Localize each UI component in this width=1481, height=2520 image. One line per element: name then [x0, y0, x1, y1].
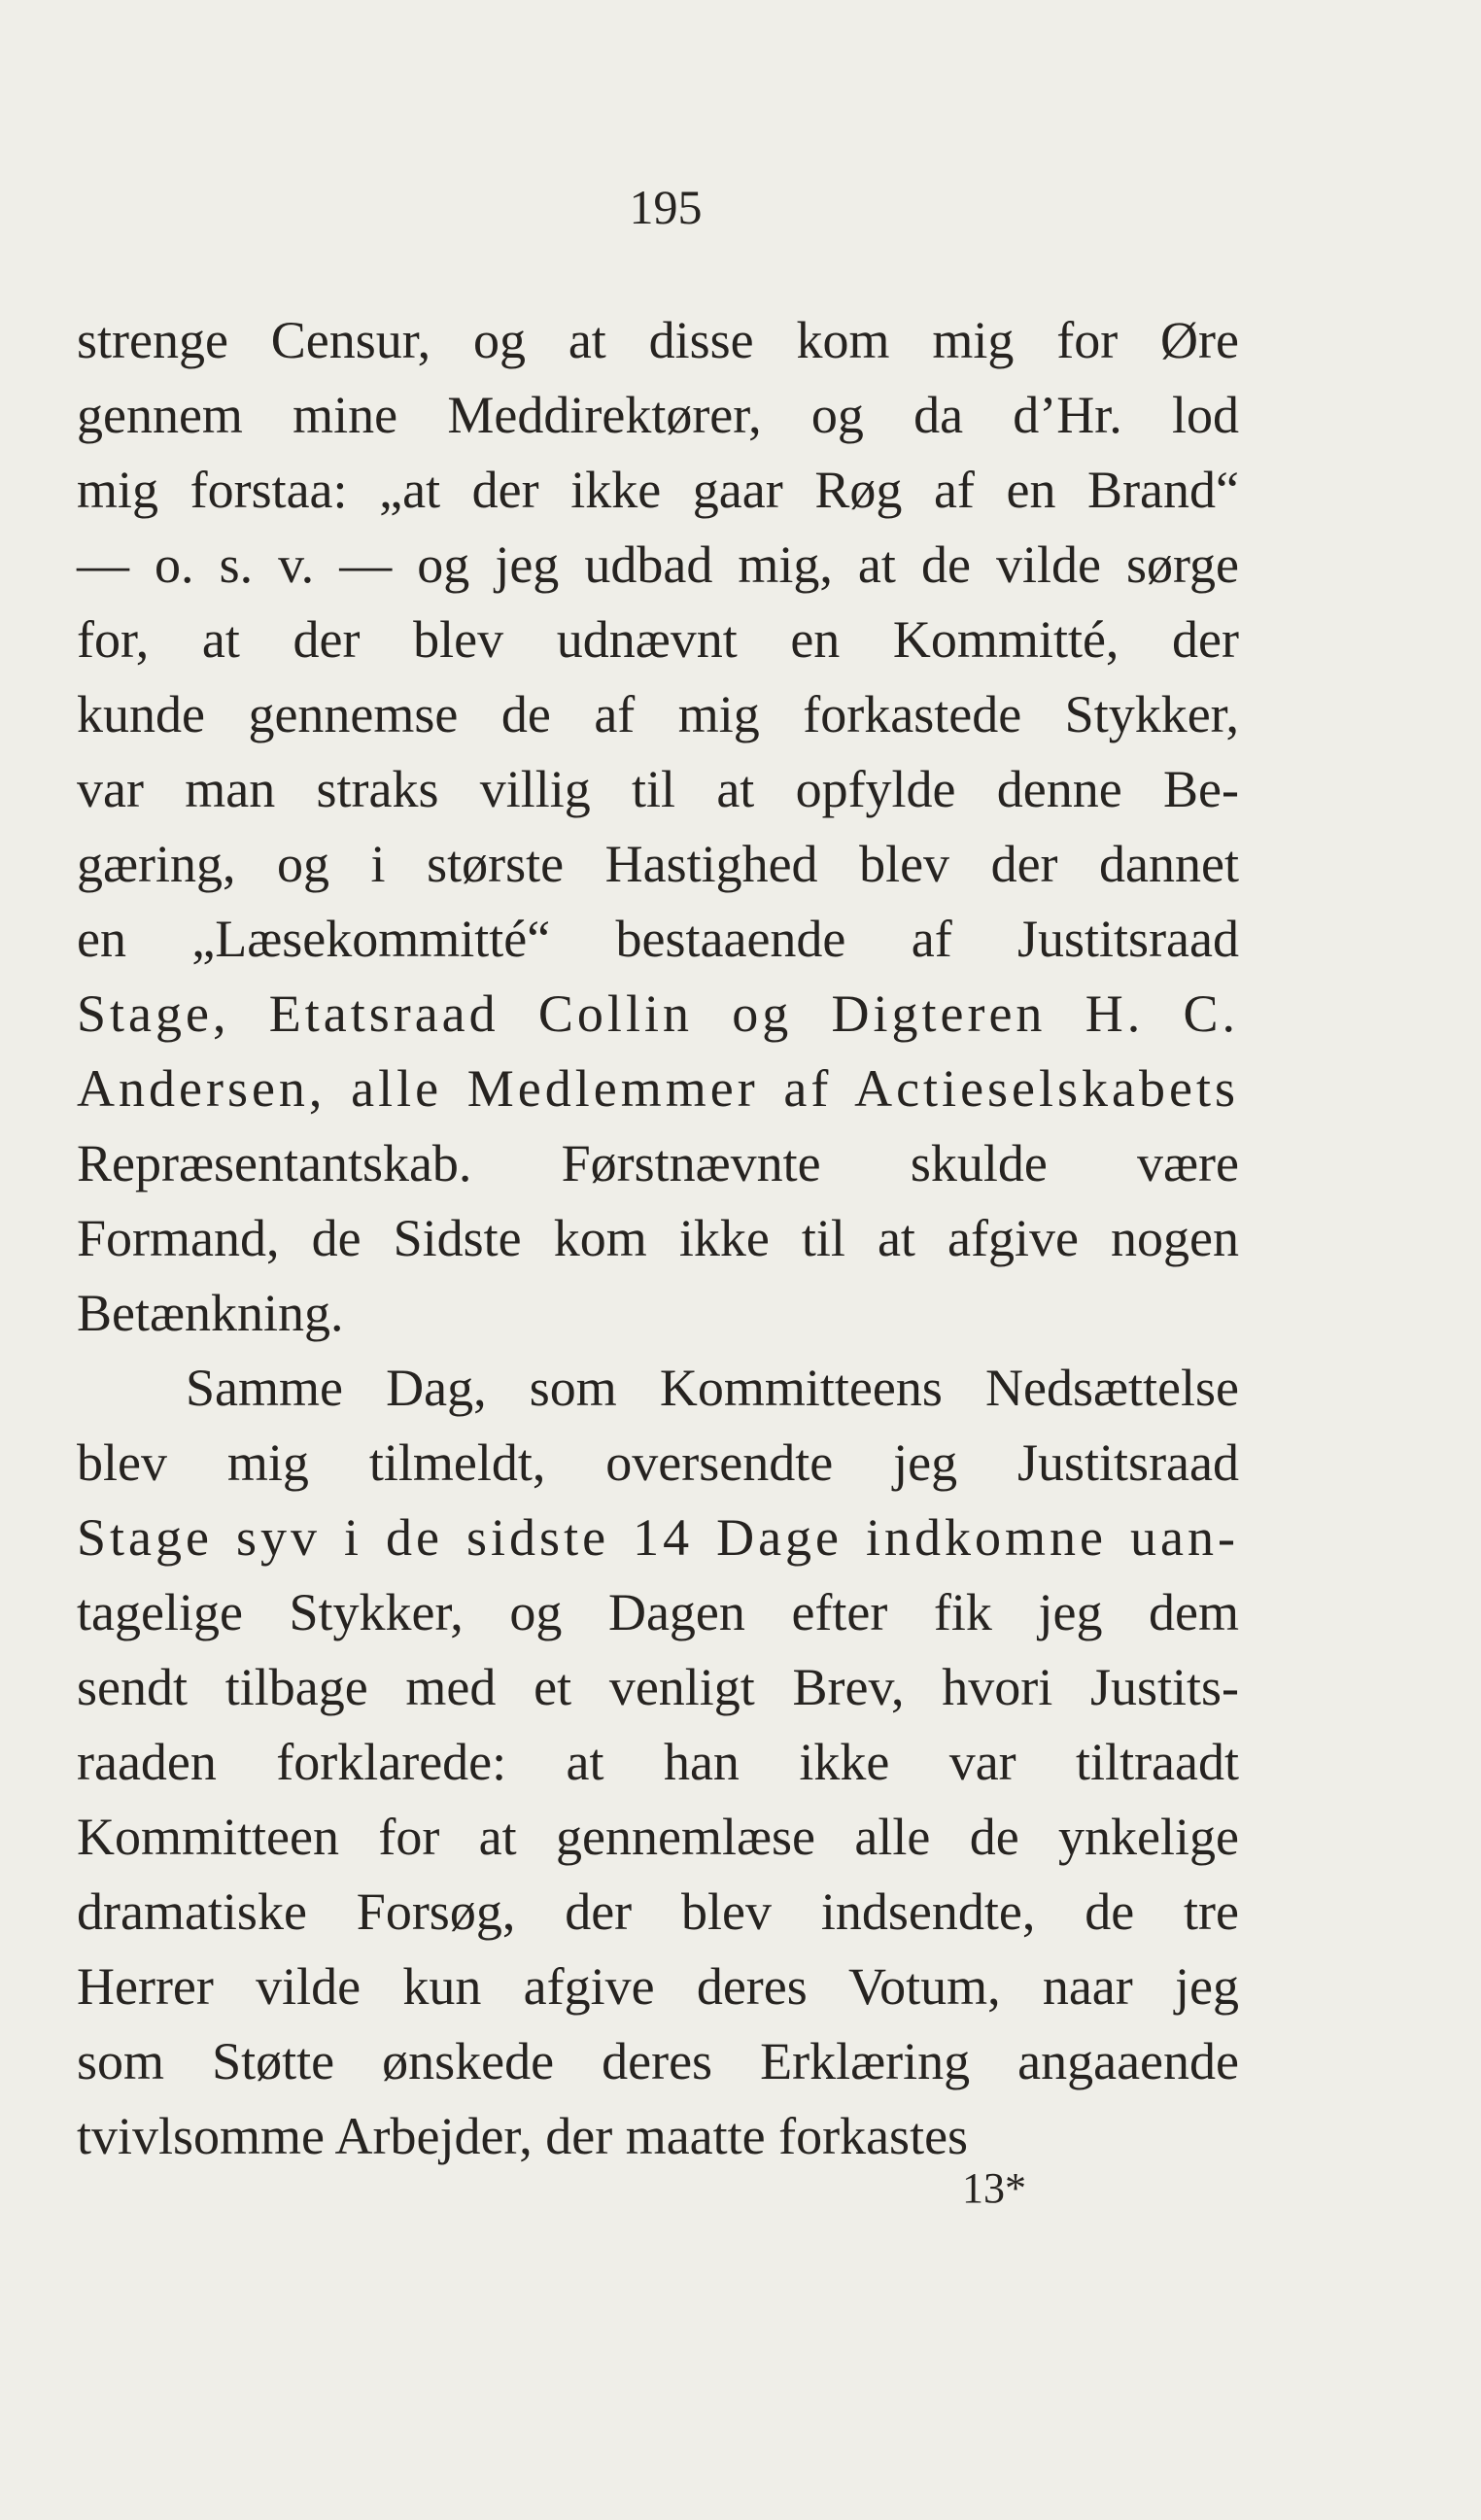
- text-line: sendt tilbage med et venligt Brev, hvori Justits-: [77, 1658, 1239, 1716]
- text-line: Stage, Etatsraad Collin og Digteren H. C.: [77, 984, 1239, 1043]
- paragraph-first-line: Samme Dag, som Kommitteens Nedsættelse: [186, 1359, 1239, 1417]
- text-line: Herrer vilde kun afgive deres Votum, naar jeg: [77, 1957, 1239, 2016]
- text-line: en „Læsekommitté“ bestaaende af Justitsraad: [77, 910, 1239, 968]
- text-line: tagelige Stykker, og Dagen efter fik jeg dem: [77, 1583, 1239, 1641]
- text-line: mig forstaa: „at der ikke gaar Røg af en Brand“: [77, 461, 1239, 519]
- text-line: Stage syv i de sidste 14 Dage indkomne uan-: [77, 1508, 1239, 1567]
- signature-mark: 13*: [962, 2164, 1026, 2212]
- text-line: Formand, de Sidste kom ikke til at afgive nogen: [77, 1209, 1239, 1267]
- text-line: raaden forklarede: at han ikke var tiltraadt: [77, 1733, 1239, 1791]
- text-line: strenge Censur, og at disse kom mig for Øre: [77, 311, 1239, 369]
- text-line: dramatiske Forsøg, der blev indsendte, de tre: [77, 1882, 1239, 1941]
- text-line: kunde gennemse de af mig forkastede Stykker,: [77, 685, 1239, 743]
- text-line: for, at der blev udnævnt en Kommitté, der: [77, 610, 1239, 669]
- body-text: [77, 303, 1239, 2174]
- page-number: 195: [629, 180, 703, 234]
- text-line: som Støtte ønskede deres Erklæring angaaende: [77, 2032, 1239, 2090]
- text-line: gennem mine Meddirektører, og da d’Hr. lod: [77, 386, 1239, 444]
- text-line: blev mig tilmeldt, oversendte jeg Justitsraad: [77, 1433, 1239, 1492]
- text-line: Andersen, alle Medlemmer af Actieselskabets: [77, 1059, 1239, 1118]
- text-line: var man straks villig til at opfylde denne Be-: [77, 760, 1239, 818]
- text-line: gæring, og i største Hastighed blev der dannet: [77, 835, 1239, 893]
- text-line: Repræsentantskab. Førstnævnte skulde være: [77, 1134, 1239, 1192]
- text-line: — o. s. v. — og jeg udbad mig, at de vilde sørge: [77, 535, 1239, 594]
- text-line: tvivlsomme Arbejder, der maatte forkastes: [77, 2107, 969, 2165]
- text-line: Kommitteen for at gennemlæse alle de ynkelige: [77, 1808, 1239, 1866]
- text-line: Betænkning.: [77, 1284, 344, 1342]
